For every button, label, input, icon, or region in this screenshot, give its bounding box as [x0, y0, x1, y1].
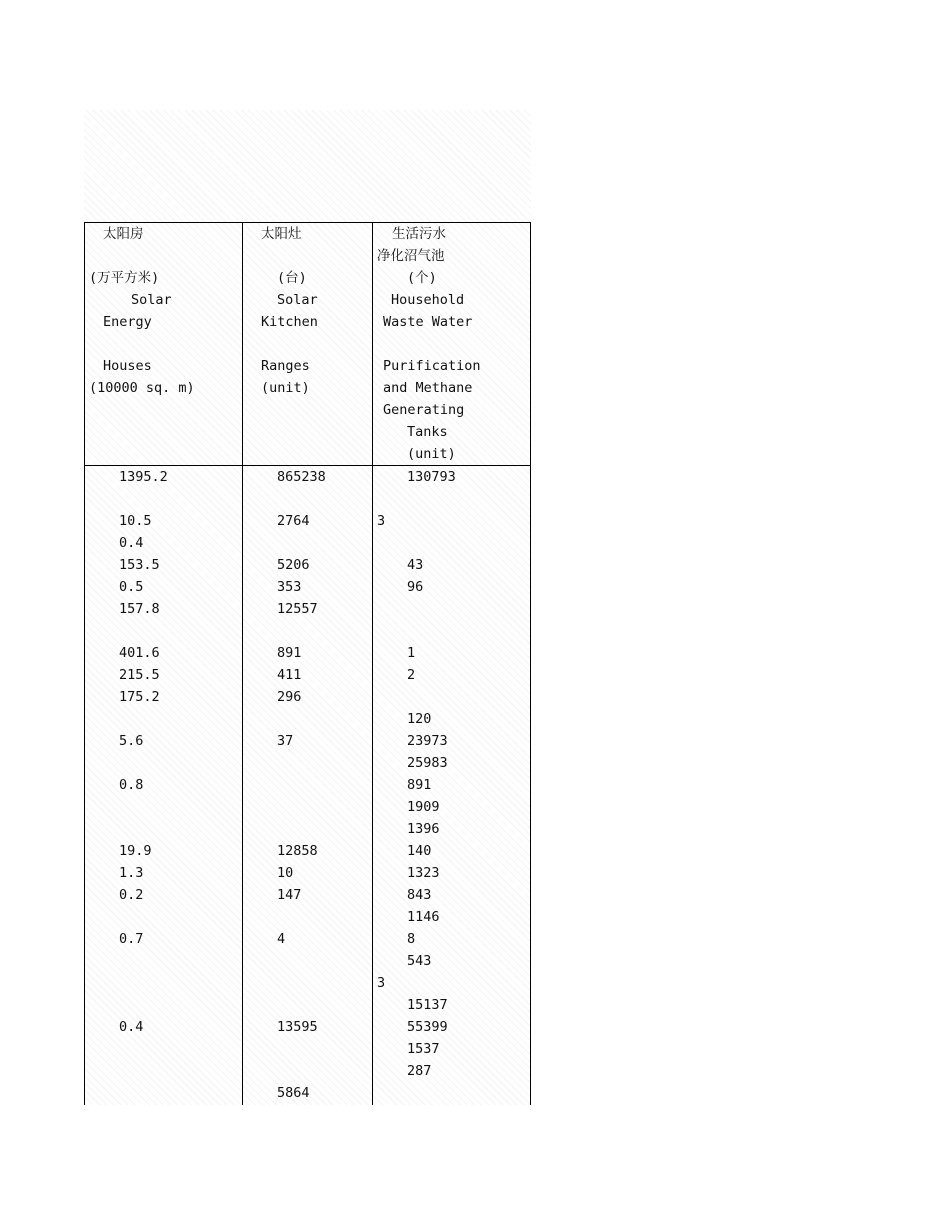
table-cell: 1395.2 [119, 469, 168, 485]
table-cell [119, 972, 168, 994]
table-cell: 157.8 [119, 601, 160, 617]
table-cell [277, 774, 326, 796]
table-cell: 401.6 [119, 645, 160, 661]
header-col1-line: 太阳房 [103, 226, 144, 242]
table-cell: 15137 [407, 997, 448, 1013]
table-cell: 843 [407, 887, 432, 903]
table-cell: 37 [277, 733, 294, 749]
header-col1-line: Houses [103, 358, 152, 374]
table-cell [377, 620, 527, 642]
table-cell: 1.3 [119, 865, 144, 881]
header-col2-line: Ranges [261, 358, 310, 374]
table-cell: 296 [277, 689, 302, 705]
table-cell: 1537 [407, 1041, 440, 1057]
table-cell [377, 532, 527, 554]
table-cell: 215.5 [119, 667, 160, 683]
header-col2-line: Kitchen [261, 314, 318, 330]
table-cell [119, 818, 168, 840]
table-cell: 1146 [407, 909, 440, 925]
header-col1-line: (10000 sq. m) [89, 380, 195, 396]
table-cell [119, 708, 168, 730]
table-cell [277, 620, 326, 642]
table-cell: 96 [407, 579, 424, 595]
table-cell [277, 972, 326, 994]
header-col1-line: (万平方米) [89, 270, 160, 286]
table-cell [277, 1038, 326, 1060]
header-col1-line: Energy [103, 314, 152, 330]
table-cell [377, 488, 527, 510]
column-solar-ranges [277, 466, 326, 1104]
table-cell: 55399 [407, 1019, 448, 1035]
header-col3-line: 净化沼气池 [377, 248, 445, 264]
table-cell: 43 [407, 557, 424, 573]
table-cell: 1909 [407, 799, 440, 815]
header-col2-line: (unit) [261, 380, 310, 396]
table-cell: 5206 [277, 557, 310, 573]
table-cell: 1 [407, 645, 416, 661]
table-cell: 10.5 [119, 513, 152, 529]
table-cell: 0.7 [119, 931, 144, 947]
table-cell: 0.5 [119, 579, 144, 595]
table-cell [119, 906, 168, 928]
header-col2-line: (台) [277, 270, 307, 286]
header-col2-line: Solar [277, 292, 318, 308]
header-col3-line: Tanks [407, 424, 448, 440]
table-cell: 287 [407, 1063, 432, 1079]
header-spacer [84, 110, 531, 222]
table-cell [119, 752, 168, 774]
header-col3-line: Purification [383, 358, 481, 374]
table-cell: 0.4 [119, 535, 144, 551]
header-col3-line: Waste Water [383, 314, 473, 330]
table-cell: 130793 [407, 469, 456, 485]
table-cell [119, 1082, 168, 1104]
table-cell: 4 [277, 931, 286, 947]
table-cell: 0.4 [119, 1019, 144, 1035]
column-methane-tanks [377, 466, 527, 1104]
table-cell [119, 488, 168, 510]
header-col1-line: Solar [131, 292, 172, 308]
table-cell: 1396 [407, 821, 440, 837]
data-table [84, 222, 531, 1105]
column-divider [372, 223, 373, 1105]
table-cell: 891 [277, 645, 302, 661]
table-cell: 19.9 [119, 843, 152, 859]
header-col3-line: 生活污水 [392, 226, 446, 242]
table-cell: 147 [277, 887, 302, 903]
header-col3-line: Generating [383, 402, 465, 418]
table-cell: 23973 [407, 733, 448, 749]
table-cell [277, 532, 326, 554]
table-cell: 5864 [277, 1085, 310, 1101]
table-cell [119, 1060, 168, 1082]
table-cell [277, 488, 326, 510]
table-cell: 153.5 [119, 557, 160, 573]
table-cell [377, 686, 527, 708]
table-cell [277, 994, 326, 1016]
header-col3-line: (个) [407, 270, 437, 286]
table-cell: 3 [377, 513, 386, 529]
table-cell: 175.2 [119, 689, 160, 705]
table-cell: 2764 [277, 513, 310, 529]
table-cell: 543 [407, 953, 432, 969]
table-cell [377, 1082, 527, 1104]
table-cell [119, 994, 168, 1016]
table-cell [277, 1060, 326, 1082]
header-col3-line: (unit) [407, 446, 456, 462]
table-cell [277, 708, 326, 730]
table-cell [377, 598, 527, 620]
table-cell: 10 [277, 865, 294, 881]
table-cell: 5.6 [119, 733, 144, 749]
header-col3-line: Household [391, 292, 465, 308]
table-cell: 25983 [407, 755, 448, 771]
table-cell: 12858 [277, 843, 318, 859]
table-cell [119, 950, 168, 972]
table-cell: 120 [407, 711, 432, 727]
header-col2-line: 太阳灶 [261, 226, 302, 242]
table-cell [277, 950, 326, 972]
header-col3-line: and Methane [383, 380, 473, 396]
table-cell: 411 [277, 667, 302, 683]
table-cell: 140 [407, 843, 432, 859]
column-divider [242, 223, 243, 1105]
table-cell: 865238 [277, 469, 326, 485]
table-cell [119, 796, 168, 818]
table-cell: 0.2 [119, 887, 144, 903]
table-cell [277, 752, 326, 774]
table-cell: 0.8 [119, 777, 144, 793]
table-cell: 3 [377, 975, 386, 991]
table-cell: 891 [407, 777, 432, 793]
table-cell [119, 620, 168, 642]
table-cell: 12557 [277, 601, 318, 617]
table-cell: 13595 [277, 1019, 318, 1035]
table-cell: 2 [407, 667, 416, 683]
table-cell: 8 [407, 931, 416, 947]
table-cell: 1323 [407, 865, 440, 881]
column-solar-houses [119, 466, 168, 1104]
table-cell [277, 906, 326, 928]
table-cell [277, 818, 326, 840]
table-cell [277, 796, 326, 818]
table-cell: 353 [277, 579, 302, 595]
table-cell [119, 1038, 168, 1060]
